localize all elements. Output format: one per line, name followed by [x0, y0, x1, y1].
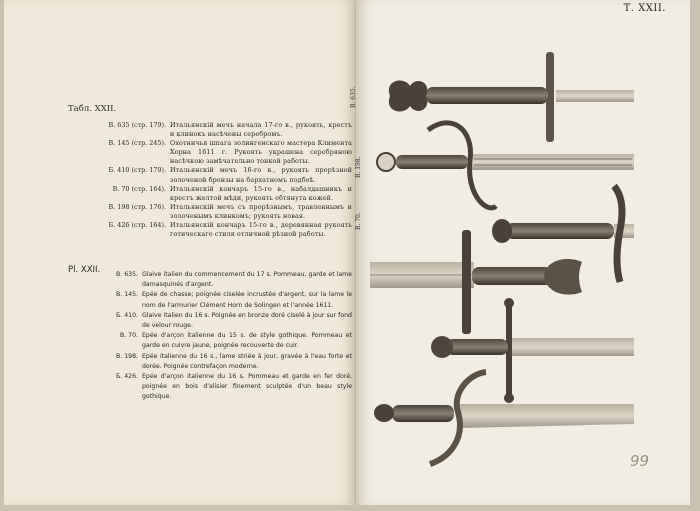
entry-text: Glaive italien du 16 s. Poignée en bronze doré ciselé à jour sur fond de velour rouge.: [142, 311, 352, 330]
pommel: [374, 404, 394, 422]
entry-text: Итальянскій мечъ начала 17-го в., рукоять, крестъ и клинокъ насѣчены серебромъ.: [170, 121, 352, 139]
list-item: [90, 331, 352, 351]
entry-text: Epée de chasse; poignée ciselée incrustée d'argent, sur la lame le nom de l'armurier Clément Horn de Solingen et l'année 1611.: [142, 291, 352, 309]
blade: [468, 154, 634, 170]
entry-ref: B. 70.: [119, 332, 138, 340]
entry-text: Epée d'arçon italienne du 15 s. de style gothique. Pommeau et garde en cuivre jaune, poignée recouverte de cuir.: [142, 332, 352, 350]
grip: [426, 87, 548, 104]
entry-ref: В. 198 (стр. 176).: [108, 202, 166, 211]
french-plate-heading: Pl. XXII.: [68, 265, 101, 275]
sword-plate-illustration: [356, 0, 690, 505]
plate-label: Т. XXII.: [623, 3, 666, 14]
french-entry-list: [90, 270, 352, 403]
entry-ref: Б. 410 (стр. 179).: [108, 166, 166, 175]
entry-ref: B. 198.: [116, 352, 138, 360]
list-item: [90, 139, 352, 166]
entry-text: Итальянскій кончаръ 15-го в., набалдашникъ и крестъ желтой мѣди, рукоять обтянута кожей.: [170, 184, 352, 202]
list-item: [90, 121, 352, 139]
entry-text: Охотничья шпага золингенскаго мастера Климента Хорна 1611 г. Рукоять украшена серебряною насѣчкою замѣчательно тонкой работы.: [170, 139, 352, 166]
list-item: [90, 270, 352, 290]
pommel: [389, 81, 427, 112]
blade: [556, 90, 634, 102]
entry-text: Итальянскій кончаръ 15-го в., деревянная рукоять готическаго стиля отличной рѣзной работы.: [170, 221, 352, 239]
list-item: [90, 221, 352, 239]
entry-ref: В. 635 (стр. 179).: [108, 121, 166, 129]
entry-ref: В. 70 (стр. 164).: [112, 184, 166, 193]
russian-table-heading: Табл. XXII.: [68, 104, 117, 114]
entry-ref: Б. 426.: [116, 373, 138, 381]
grip: [506, 223, 614, 239]
entry-ref: В. 145 (стр. 245).: [108, 139, 166, 148]
blade: [512, 338, 634, 356]
entry-text: Glaive italien du commencement du 17 s. Pommeau, garde et lame damasquinés d'argent.: [142, 271, 352, 289]
russian-entry-list: [90, 121, 352, 239]
entry-text: Итальянскій мечъ съ прорѣзнымъ, травленнымъ и золоченымъ клинкомъ; рукоять новая.: [170, 202, 352, 220]
handwritten-page-number: 99: [630, 452, 650, 470]
grip: [396, 155, 468, 169]
crossguard: [462, 230, 471, 334]
sword-label-b635: В. 635.: [350, 86, 357, 108]
left-page: [4, 0, 356, 505]
sword-b198: [377, 123, 634, 208]
entry-text: Итальянскій мечъ 16-го в., рукоять прорѣзной золоченой бронзы на бархатномъ подбоѣ.: [170, 166, 352, 184]
pommel: [431, 336, 453, 358]
pommel: [492, 219, 512, 243]
entry-ref: Б. 410.: [116, 311, 138, 319]
entry-ref: B. 635.: [116, 271, 138, 278]
list-item: [90, 352, 352, 372]
sword-b426: [374, 372, 634, 464]
entry-text: Epée d'arçon italienne du 16 s. Pommeau et garde en fer doré, poignée en bois d'alisier finement sculptée d'un beau style gothique.: [142, 373, 352, 401]
list-item: [90, 290, 352, 310]
grip: [446, 339, 508, 355]
grip: [392, 405, 454, 422]
entry-text: Epée italienne du 16 s., lame striée à jour, gravée à l'eau forte et dorée. Poignée contrefaçon moderne.: [142, 352, 352, 370]
list-item: [90, 166, 352, 184]
sword-label-b198: В. 198.: [355, 156, 362, 178]
list-item: [90, 185, 352, 203]
pommel: [544, 259, 582, 295]
entry-ref: B. 145.: [116, 291, 138, 299]
blade: [458, 404, 634, 428]
list-item: [90, 372, 352, 403]
list-item: [90, 203, 352, 221]
sword-label-b70: В. 70.: [355, 212, 362, 230]
sword-b635: [389, 52, 634, 142]
list-item: [90, 311, 352, 331]
entry-ref: Б. 426 (стр. 164).: [108, 221, 166, 230]
grip: [472, 267, 552, 285]
sword-b410: [370, 230, 582, 334]
pommel: [377, 153, 395, 171]
